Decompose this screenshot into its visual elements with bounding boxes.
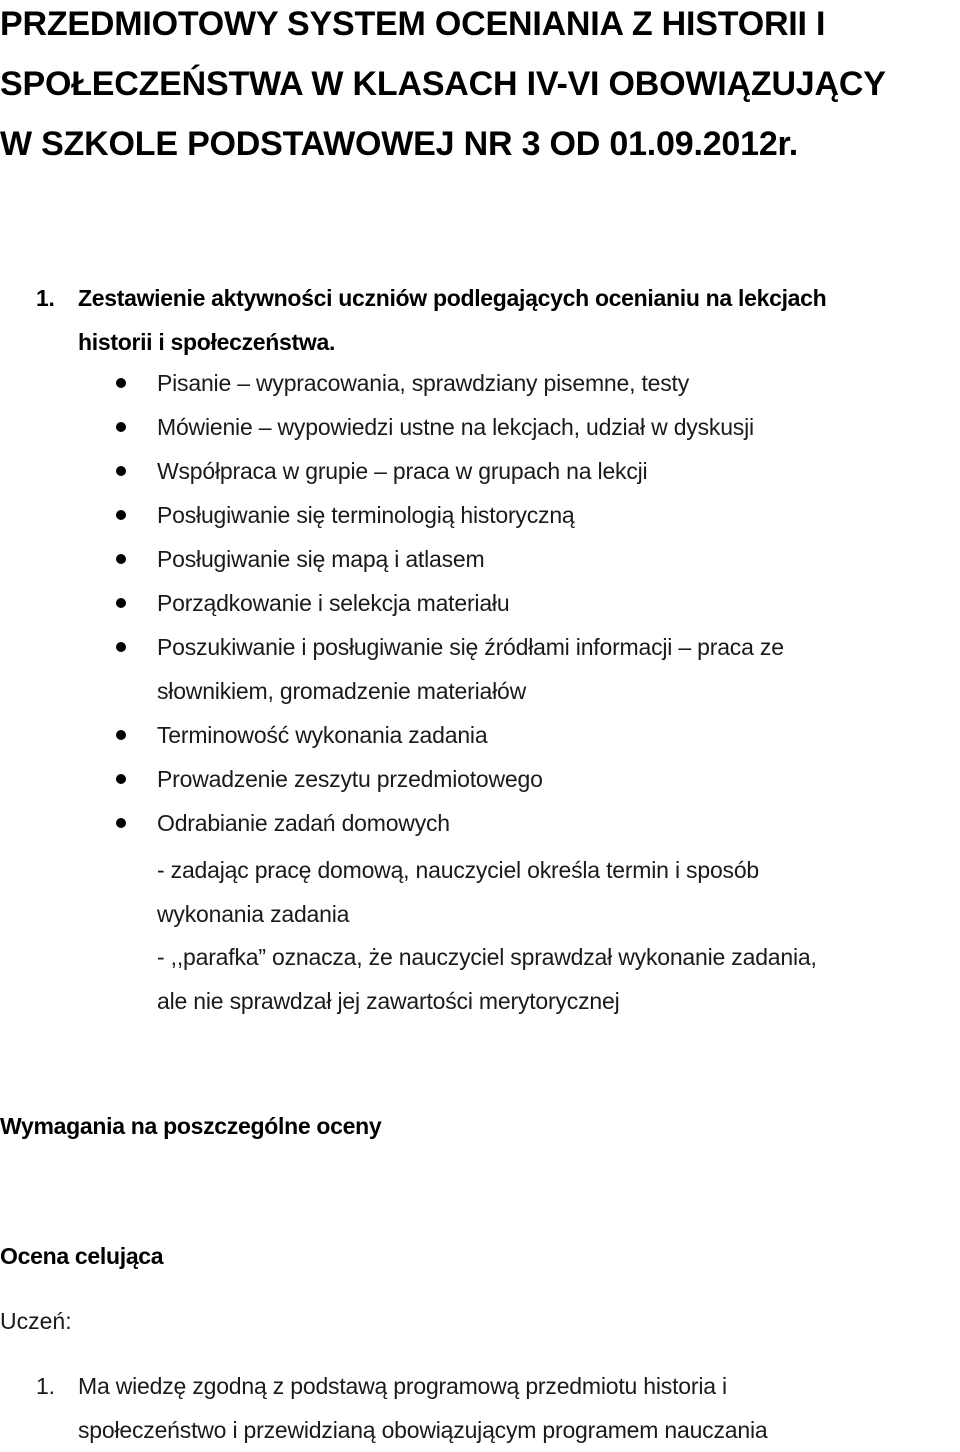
homework-note-line: wykonania zadania <box>157 901 350 927</box>
list-item-text: Posługiwanie się terminologią historyczną <box>157 502 575 528</box>
section-heading-line: historii i społeczeństwa. <box>78 329 336 355</box>
bullet-icon <box>116 642 126 652</box>
parafka-note-line: - ,,parafka” oznacza, że nauczyciel sprawdzał wykonanie zadania, <box>157 944 817 970</box>
requirement-line: społeczeństwo i przewidzianą obowiązującym programem nauczania <box>78 1417 768 1443</box>
bullet-icon <box>116 378 126 388</box>
bullet-icon <box>116 554 126 564</box>
list-item <box>0 537 957 581</box>
bullet-icon <box>116 774 126 784</box>
parafka-note <box>157 935 817 1023</box>
requirement-number: 1. <box>36 1373 55 1399</box>
homework-note <box>157 848 759 936</box>
student-label: Uczeń: <box>0 1308 72 1334</box>
list-item-text: Prowadzenie zeszytu przedmiotowego <box>157 766 543 792</box>
list-item <box>0 713 957 757</box>
list-item-text: Odrabianie zadań domowych <box>157 810 450 836</box>
document-title-line: PRZEDMIOTOWY SYSTEM OCENIANIA Z HISTORII I <box>0 5 826 43</box>
list-item-text: Posługiwanie się mapą i atlasem <box>157 546 485 572</box>
list-item <box>0 493 957 537</box>
requirement-text <box>78 1364 956 1452</box>
document-title-line: W SZKOLE PODSTAWOWEJ NR 3 OD 01.09.2012r. <box>0 125 798 163</box>
bullet-icon <box>116 598 126 608</box>
parafka-note-line: ale nie sprawdzał jej zawartości merytorycznej <box>157 988 620 1014</box>
list-item <box>0 757 957 801</box>
bullet-icon <box>116 422 126 432</box>
document-title <box>0 0 886 174</box>
requirement-line: Ma wiedzę zgodną z podstawą programową przedmiotu historia i <box>78 1373 727 1399</box>
list-item-text: Współpraca w grupie – praca w grupach na lekcji <box>157 458 648 484</box>
homework-note-line: - zadając pracę domową, nauczyciel określa termin i sposób <box>157 857 760 883</box>
bullet-icon <box>116 818 126 828</box>
grade-heading: Ocena celująca <box>0 1243 164 1269</box>
bullet-icon <box>116 466 126 476</box>
section-heading-line: Zestawienie aktywności uczniów podlegających ocenianiu na lekcjach <box>78 285 827 311</box>
list-item-text: Porządkowanie i selekcja materiału <box>157 590 510 616</box>
activity-list <box>0 361 957 845</box>
list-item-text: Pisanie – wypracowania, sprawdziany pisemne, testy <box>157 370 690 396</box>
section-heading-text <box>78 276 956 364</box>
bullet-icon <box>116 730 126 740</box>
list-item <box>0 449 957 493</box>
list-item <box>0 625 957 713</box>
section-heading-activities <box>36 276 956 364</box>
document-title-line: SPOŁECZEŃSTWA W KLASACH IV-VI OBOWIĄZUJĄCY <box>0 65 886 103</box>
list-item-text: Terminowość wykonania zadania <box>157 722 488 748</box>
list-item <box>0 361 957 405</box>
list-item <box>0 581 957 625</box>
list-item-text: Poszukiwanie i posługiwanie się źródłami informacji – praca ze <box>157 634 784 660</box>
requirements-heading: Wymagania na poszczególne oceny <box>0 1113 382 1139</box>
bullet-icon <box>116 510 126 520</box>
section-number: 1. <box>36 285 55 311</box>
list-item-text: słownikiem, gromadzenie materiałów <box>157 678 527 704</box>
list-item <box>0 801 957 845</box>
list-item <box>0 405 957 449</box>
requirement-item <box>36 1364 956 1452</box>
list-item-text: Mówienie – wypowiedzi ustne na lekcjach, udział w dyskusji <box>157 414 754 440</box>
